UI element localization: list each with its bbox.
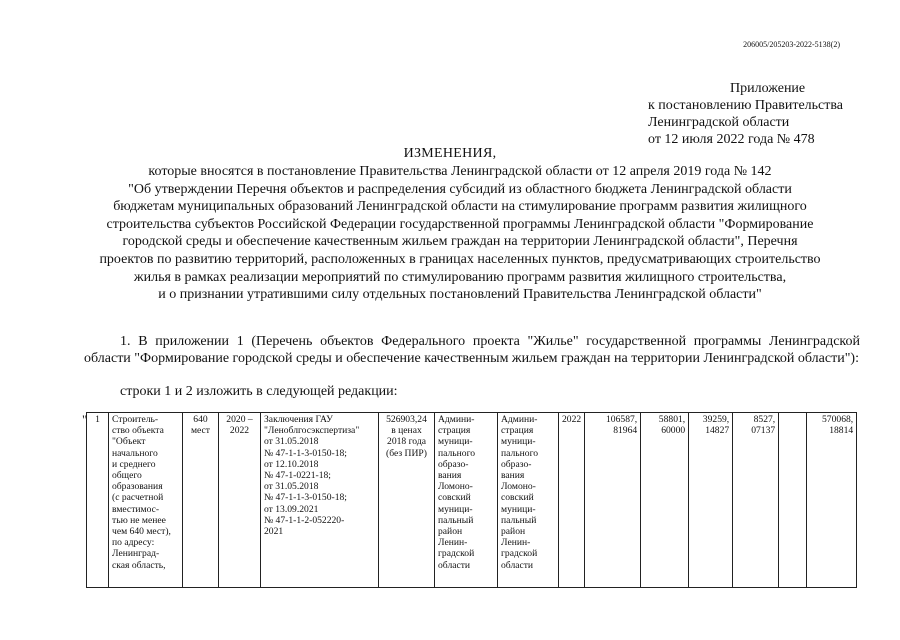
document-subtitle — [60, 163, 860, 304]
cell-conclusions: Заключения ГАУ "Леноблгосэкспертиза" от 31.05.2018 № 47-1-1-3-0150-18; от 12.10.2018 № 47-1-0221-18; от 31.05.2018 № 47-1-1-3-0150-18; от 13.09.2021 № 47-1-1-2-052220- 2021 — [261, 413, 379, 588]
cell-sum: 106587, 81964 — [585, 413, 641, 588]
table-row — [87, 413, 857, 588]
subtitle-line: бюджетам муниципальных образований Ленинградской области на стимулирование программ развития жилищного — [113, 199, 807, 215]
subtitle-line: проектов по развитию территорий, расположенных в границах населенных пунктов, предусматривающих строительство — [99, 251, 821, 267]
cell-number: 1 — [87, 413, 109, 588]
document-id: 206005/205203-2022-5138(2) — [743, 40, 840, 49]
cell-sum: 39259, 14827 — [689, 413, 733, 588]
cell-sum — [779, 413, 807, 588]
appendix-line: от 12 июля 2022 года № 478 — [648, 132, 815, 147]
cell-object-name: Строитель- ство объекта "Объект начального и среднего общего образования (с расчетной вместимос- тью не менее чем 640 мест), по адресу: Ленинград- ская область, — [109, 413, 183, 588]
subtitle-line: жилья в рамках реализации мероприятий по стимулированию программ развития жилищного строительства, — [133, 269, 787, 285]
cell-recipient: Админи- страция муници- пального образо- вания Ломоно- совский муници- пальный район Ленин- градской области — [498, 413, 559, 588]
subtitle-line: "Об утверждении Перечня объектов и распределения субсидий из областного бюджета Ленинградской области — [128, 181, 792, 197]
appendix-line: к постановлению Правительства — [648, 98, 844, 113]
paragraph-amendment: 1. В приложении 1 (Перечень объектов Федерального проекта "Жилье" государственной программы Ленинградской области "Формирование городской среды и обеспечение качественным жильем граждан на территории Ленинградской области"): — [84, 334, 860, 367]
appendix-line: Приложение — [730, 81, 806, 96]
opening-quote: " — [82, 412, 88, 427]
subtitle-line: городской среды и обеспечение качественным жильем граждан на территории Ленинградской области", Перечня — [122, 234, 798, 250]
cell-sum: 8527, 07137 — [733, 413, 779, 588]
subtitle-line: и о признании утратившими силу отдельных постановлений Правительства Ленинградской области" — [158, 287, 762, 303]
appendix-line: Ленинградской области — [648, 115, 790, 130]
cell-year: 2022 — [559, 413, 585, 588]
subtitle-line: которые вносятся в постановление Правительства Ленинградской области от 12 апреля 2019 года № 142 — [148, 164, 772, 179]
subtitle-line: строительства субъектов Российской Федерации государственной программы Ленинградской области "Формирование — [106, 216, 814, 232]
cell-customer: Админи- страция муници- пального образо- вания Ломоно- совский муници- пальный район Ленин- градской области — [435, 413, 498, 588]
cell-sum: 58801, 60000 — [641, 413, 689, 588]
objects-table — [86, 412, 857, 588]
cell-capacity: 640 мест — [183, 413, 219, 588]
paragraph-instruction: строки 1 и 2 изложить в следующей редакции: — [120, 384, 398, 399]
appendix-header — [640, 80, 880, 148]
cell-cost: 526903,24 в ценах 2018 года (без ПИР) — [379, 413, 435, 588]
document-title: ИЗМЕНЕНИЯ, — [403, 146, 497, 161]
cell-sum-total: 570068, 18814 — [807, 413, 857, 588]
cell-period: 2020 – 2022 — [219, 413, 261, 588]
